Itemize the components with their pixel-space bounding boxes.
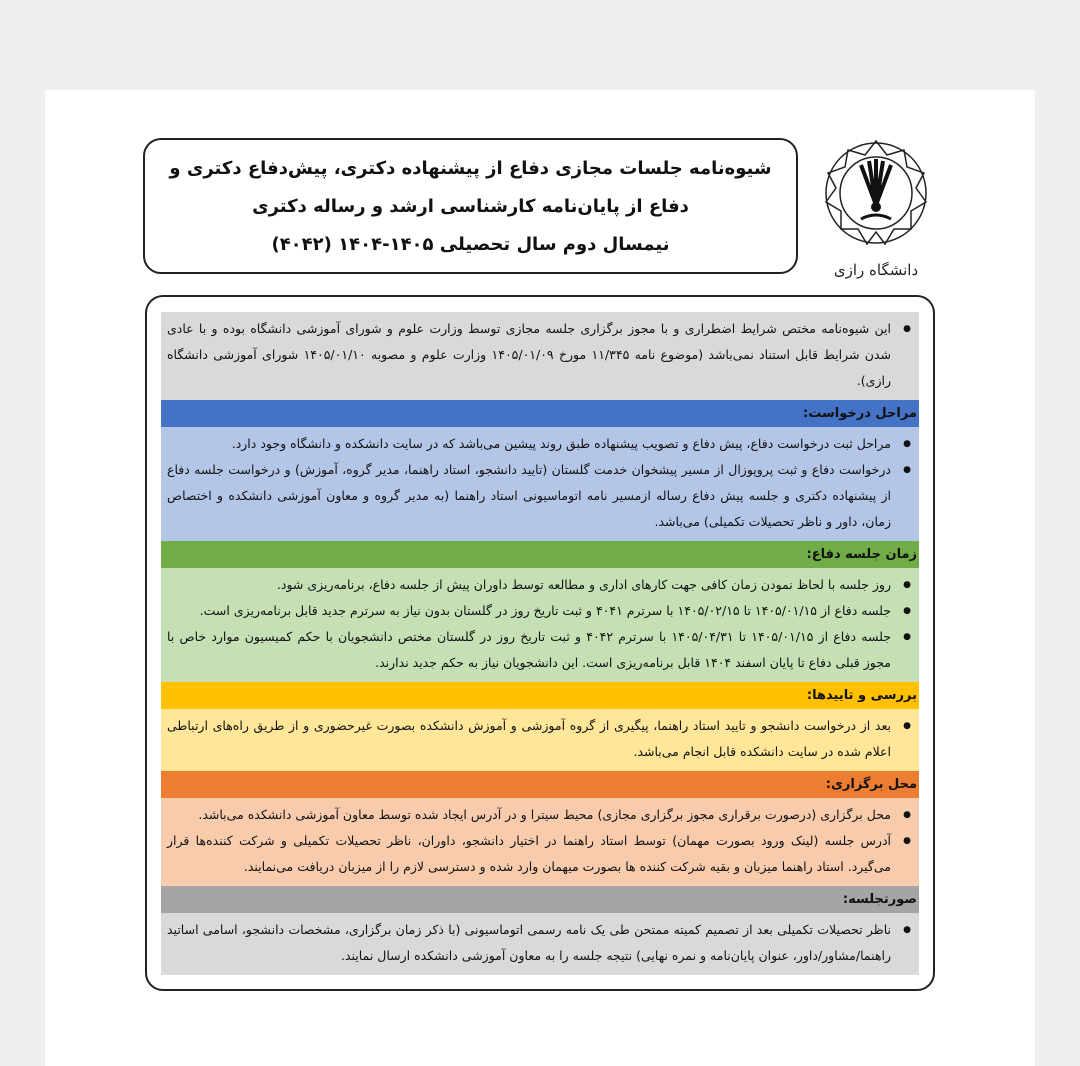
- list-item: ● جلسه دفاع از ۱۴۰۵/۰۱/۱۵ تا ۱۴۰۵/۰۴/۳۱ با سرترم ۴۰۴۲ و ثبت تاریخ روز در گلستان مختص دانشجویان با حکم کمیسیون موارد خاص با مجوز قبلی دفاع تا پایان اسفند ۱۴۰۴ قابل برنامه‌ریزی است. این دانشجویان نیاز به حکم جدید ندارند.: [167, 624, 891, 676]
- title-line-1: شیوه‌نامه جلسات مجازی دفاع از پیشنهاده دکتری، پیش‌دفاع دکتری و: [169, 158, 772, 179]
- content-box: [145, 295, 935, 991]
- section-reviews: [161, 682, 919, 771]
- section-header: زمان جلسه دفاع:: [161, 541, 919, 568]
- section-minutes: [161, 886, 919, 975]
- list-item: ● محل برگزاری (درصورت برقراری مجوز برگزاری مجازی) محیط سیترا و در آدرس ایجاد شده توسط معاون آموزشی دانشکده می‌باشد.: [167, 802, 891, 828]
- section-request-steps: [161, 400, 919, 541]
- document-title-box: [143, 138, 798, 274]
- list-item: ● درخواست دفاع و ثبت پروپوزال از مسیر پیشخوان خدمت گلستان (تایید دانشجو، استاد راهنما، مدیر گروه، آموزش) و درخواست جلسه دفاع از پیشنهاده دکتری و جلسه پیش دفاع رساله ازمسیر نامه اتوماسیونی استاد راهنما (به مدیر گروه و معاون آموزشی دانشکده و اختصاص زمان، داور و ناظر تحصیلات تکمیلی) می‌باشد.: [167, 457, 891, 535]
- list-item: ● آدرس جلسه (لینک ورود بصورت مهمان) توسط استاد راهنما در اختیار دانشجو، داوران، ناظر تحصیلات تکمیلی و شرکت کننده‌ها قرار می‌گیرد. استاد راهنما میزبان و بقیه شرکت کننده ها بصورت میهمان وارد شده و دسترسی لازم را از میزبان دریافت می‌نمایند.: [167, 828, 891, 880]
- university-logo: [820, 135, 932, 290]
- list-item: ● ناظر تحصیلات تکمیلی بعد از تصمیم کمیته ممتحن طی یک نامه رسمی اتوماسیونی (با ذکر زمان برگزاری، مشخصات دانشجو، اسامی اساتید راهنما/مشاور/داور، عنوان پایان‌نامه و نمره نهایی) نتیجه جلسه را به معاون آموزشی دانشکده ارسال نمایند.: [167, 917, 891, 969]
- section-header: بررسی و تاییدها:: [161, 682, 919, 709]
- list-item: ● مراحل ثبت درخواست دفاع، پیش دفاع و تصویب پیشنهاده طبق روند پیشین می‌باشد که در سایت دانشکده و دانشگاه وجود دارد.: [167, 431, 891, 457]
- section-header: مراحل درخواست:: [161, 400, 919, 427]
- list-item: ● بعد از درخواست دانشجو و تایید استاد راهنما، پیگیری از گروه آموزشی و آموزش دانشکده بصورت غیرحضوری و از طریق راه‌های ارتباطی اعلام شده در سایت دانشکده قابل انجام می‌باشد.: [167, 713, 891, 765]
- section-defense-time: [161, 541, 919, 682]
- list-item: ● جلسه دفاع از ۱۴۰۵/۰۱/۱۵ تا ۱۴۰۵/۰۲/۱۵ با سرترم ۴۰۴۱ و ثبت تاریخ روز در گلستان بدون نیاز به سرترم جدید قابل برنامه‌ریزی است.: [167, 598, 891, 624]
- section-venue: [161, 771, 919, 886]
- logo-emblem-icon: [821, 135, 931, 255]
- list-item: ● روز جلسه با لحاظ نمودن زمان کافی جهت کارهای اداری و مطالعه توسط داوران پیش از جلسه دفاع، برنامه‌ریزی شود.: [167, 572, 891, 598]
- section-header: محل برگزاری:: [161, 771, 919, 798]
- title-line-2: دفاع از پایان‌نامه کارشناسی ارشد و رساله دکتری: [252, 196, 689, 217]
- title-line-3: نیمسال دوم سال تحصیلی ۱۴۰۵-۱۴۰۴ (۴۰۴۲): [271, 234, 670, 255]
- section-header: صورتجلسه:: [161, 886, 919, 913]
- intro-item: ● این شیوه‌نامه مختص شرایط اضطراری و با مجوز برگزاری جلسه مجازی توسط وزارت علوم و شورای آموزشی دانشگاه بوده و با عادی شدن شرایط قابل استناد نمی‌باشد (موضوع نامه ۱۱/۳۴۵ مورخ ۱۴۰۵/۰۱/۰۹ وزارت علوم و مصوبه ۱۴۰۵/۰۱/۱۰ شورای آموزشی دانشگاه رازی).: [167, 316, 891, 394]
- logo-name: دانشگاه رازی: [833, 261, 919, 279]
- intro-section: [161, 312, 919, 400]
